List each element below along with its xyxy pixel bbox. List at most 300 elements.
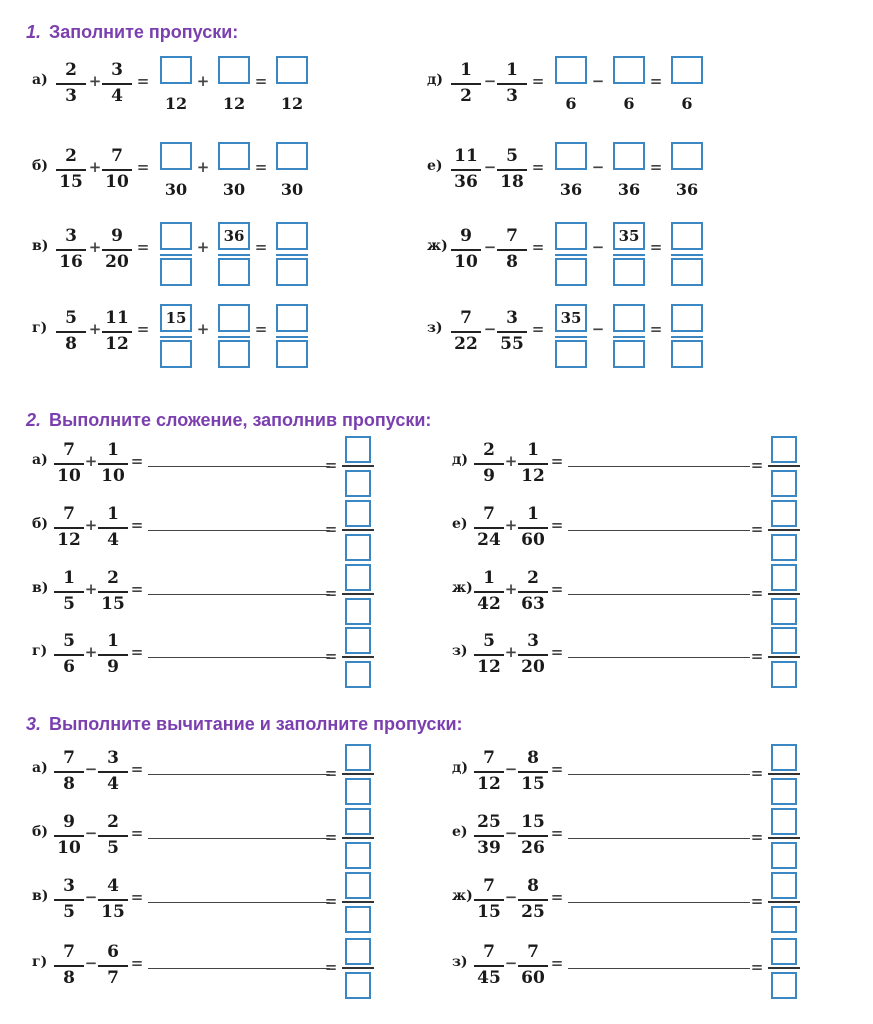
task1-item-7-fraction-b-denominator: 8 — [506, 252, 518, 272]
task2-item-5-fraction-b — [518, 442, 548, 485]
task1-item-2-label: б) — [32, 158, 48, 174]
task1-item-2-box2-numerator-box[interactable] — [218, 142, 250, 170]
task1-item-4-res-denominator-box[interactable] — [276, 340, 308, 368]
task3-item-1-result-denominator-box[interactable] — [345, 778, 371, 805]
task2-item-3-fraction-a-bar — [54, 591, 84, 593]
task1-item-8-box1-operator: − — [591, 320, 605, 338]
task2-item-6-fraction-b — [518, 506, 548, 549]
task2-heading — [26, 410, 431, 431]
task2-item-6-fraction-a-numerator: 7 — [483, 504, 495, 524]
task1-item-6-box2-numerator-box[interactable] — [613, 142, 645, 170]
task3-item-5-fraction-a — [474, 750, 504, 793]
task2-item-5-label: д) — [452, 452, 468, 468]
task1-item-5-fraction-b-numerator: 1 — [506, 60, 518, 80]
task3-item-2-fraction-a-bar — [54, 835, 84, 837]
task3-item-3-fraction-b-bar — [98, 899, 128, 901]
task2-item-2-label: б) — [32, 516, 48, 532]
task1-item-6-box1-numerator-box[interactable] — [555, 142, 587, 170]
task1-item-1-fraction-b-bar — [102, 83, 132, 85]
task3-item-3-fraction-b — [98, 878, 128, 921]
task2-item-1-fraction-a-bar — [54, 463, 84, 465]
task3-item-7-label: ж) — [452, 888, 473, 904]
task3-item-8-result-denominator-box[interactable] — [771, 972, 797, 999]
task3-item-7-result-numerator-box[interactable] — [771, 872, 797, 899]
task1-item-3-res-denominator-box[interactable] — [276, 258, 308, 286]
task2-item-6-result-numerator-box[interactable] — [771, 500, 797, 527]
task1-item-1-fraction-a-bar — [56, 83, 86, 85]
task3-item-4-fraction-b-numerator: 6 — [107, 942, 119, 962]
task3-item-5-fraction-b-denominator: 15 — [521, 774, 545, 794]
task3-item-5-answer-line[interactable] — [568, 774, 750, 775]
task1-item-4-box1-numerator-box[interactable]: 15 — [160, 304, 192, 332]
task2-item-1-result-equals: = — [324, 456, 338, 474]
task1-item-4-fraction-a-bar — [56, 331, 86, 333]
task2-item-5-fraction-a-numerator: 2 — [483, 440, 495, 460]
task3-item-4-fraction-a-denominator: 8 — [63, 968, 75, 988]
task2-item-6-fraction-b-bar — [518, 527, 548, 529]
task2-item-3-result-equals: = — [324, 584, 338, 602]
task2-item-1-fraction-b — [98, 442, 128, 485]
task3-item-6-fraction-b-denominator: 26 — [521, 838, 545, 858]
task1-item-1-fraction-a-denominator: 3 — [65, 86, 77, 106]
task3-item-7-fraction-b-denominator: 25 — [521, 902, 545, 922]
task2-item-7-fraction-a-denominator: 42 — [477, 594, 501, 614]
task3-item-2-answer-line[interactable] — [148, 838, 330, 839]
task1-item-7-box2-denominator-box[interactable] — [613, 258, 645, 286]
task2-item-5-fraction-a-denominator: 9 — [483, 466, 495, 486]
task3-item-2-fraction-b-denominator: 5 — [107, 838, 119, 858]
task2-item-1-fraction-a — [54, 442, 84, 485]
task1-item-4-fraction-b — [102, 310, 132, 353]
task2-item-5-fraction-b-denominator: 12 — [521, 466, 545, 486]
task1-item-1-operator: + — [88, 72, 102, 90]
task1-item-6-res-numerator-box[interactable] — [671, 142, 703, 170]
task1-item-2-fraction-a — [56, 148, 86, 191]
task2-item-5-fraction-a-bar — [474, 463, 504, 465]
task2-item-1-answer-line[interactable] — [148, 466, 330, 467]
task2-item-6-result-denominator-box[interactable] — [771, 534, 797, 561]
task1-item-7-box2-numerator-box[interactable]: 35 — [613, 222, 645, 250]
task1-item-3-box2-denominator-box[interactable] — [218, 258, 250, 286]
task2-item-6-fraction-a — [474, 506, 504, 549]
task3-item-7-fraction-a-numerator: 7 — [483, 876, 495, 896]
task1-item-1-box1-numerator-box[interactable] — [160, 56, 192, 84]
task3-item-4-fraction-a-bar — [54, 965, 84, 967]
task2-item-7-result-numerator-box[interactable] — [771, 564, 797, 591]
task2-item-3-fraction-b — [98, 570, 128, 613]
task2-item-4-operator: + — [84, 643, 98, 661]
task2-item-5-result-denominator-box[interactable] — [771, 470, 797, 497]
task2-item-3-result-numerator-box[interactable] — [345, 564, 371, 591]
task1-item-1-box2-operator: = — [254, 72, 268, 90]
task2-item-1-fraction-a-denominator: 10 — [57, 466, 81, 486]
task1-item-5-fraction-b-bar — [497, 83, 527, 85]
task1-item-6-fraction-a-bar — [451, 169, 481, 171]
task2-item-7-result-denominator-box[interactable] — [771, 598, 797, 625]
task3-item-2-fraction-b — [98, 814, 128, 857]
task2-item-3-fraction-b-bar — [98, 591, 128, 593]
task1-item-2-box2-operator: = — [254, 158, 268, 176]
task2-item-5-fraction-b-bar — [518, 463, 548, 465]
task2-item-7-label: ж) — [452, 580, 473, 596]
task1-item-6-label: е) — [427, 158, 443, 174]
task1-item-1-res-numerator-box[interactable] — [276, 56, 308, 84]
task2-item-2-operator: + — [84, 516, 98, 534]
task3-item-3-fraction-b-denominator: 15 — [101, 902, 125, 922]
task1-item-5-res-numerator-box[interactable] — [671, 56, 703, 84]
task1-item-3-fraction-b — [102, 228, 132, 271]
task1-item-3-equals: = — [136, 238, 150, 256]
task1-item-7-res-bar — [671, 254, 703, 256]
task2-item-4-result-denominator-box[interactable] — [345, 661, 371, 688]
task3-item-2-result-numerator-box[interactable] — [345, 808, 371, 835]
task3-item-3-result-bar — [342, 901, 374, 903]
task3-item-1-fraction-a-numerator: 7 — [63, 748, 75, 768]
task1-item-4-box2-numerator-box[interactable] — [218, 304, 250, 332]
task1-item-1-fraction-b-denominator: 4 — [111, 86, 123, 106]
task1-item-4-label: г) — [32, 320, 48, 336]
task1-item-2-box1-operator: + — [196, 158, 210, 176]
task2-item-7-equals: = — [550, 580, 564, 598]
task3-item-6-result-denominator-box[interactable] — [771, 842, 797, 869]
task3-item-8-fraction-a-denominator: 45 — [477, 968, 501, 988]
task3-item-1-fraction-b-bar — [98, 771, 128, 773]
task2-item-6-fraction-a-denominator: 24 — [477, 530, 501, 550]
task2-item-2-answer-line[interactable] — [148, 530, 330, 531]
task1-item-8-equals: = — [531, 320, 545, 338]
task1-item-7-equals: = — [531, 238, 545, 256]
task3-item-5-equals: = — [550, 760, 564, 778]
task1-item-3-label: в) — [32, 238, 49, 254]
task1-item-1-equals: = — [136, 72, 150, 90]
task3-item-4-answer-line[interactable] — [148, 968, 330, 969]
task1-item-8-box1-bar — [555, 336, 587, 338]
task1-item-2-fraction-a-numerator: 2 — [65, 146, 77, 166]
task2-item-3-fraction-a-numerator: 1 — [63, 568, 75, 588]
task1-item-5-box2-numerator-box[interactable] — [613, 56, 645, 84]
task1-item-8-fraction-b — [497, 310, 527, 353]
task1-item-3-box1-bar — [160, 254, 192, 256]
task1-item-5-box2-denominator: 6 — [623, 94, 635, 113]
task1-item-1-fraction-b — [102, 62, 132, 105]
task2-item-6-operator: + — [504, 516, 518, 534]
task2-item-2-fraction-b-numerator: 1 — [107, 504, 119, 524]
task2-item-2-result-equals: = — [324, 520, 338, 538]
task1-item-8-fraction-b-denominator: 55 — [500, 334, 524, 354]
task3-item-7-result-equals: = — [750, 892, 764, 910]
task2-item-8-result-bar — [768, 656, 800, 658]
task2-item-5-fraction-a — [474, 442, 504, 485]
task2-item-4-fraction-b — [98, 633, 128, 676]
task1-item-7-fraction-b — [497, 228, 527, 271]
task3-item-1-answer-line[interactable] — [148, 774, 330, 775]
task3-item-6-result-numerator-box[interactable] — [771, 808, 797, 835]
task3-item-8-fraction-a-numerator: 7 — [483, 942, 495, 962]
task2-item-2-fraction-a-numerator: 7 — [63, 504, 75, 524]
task1-item-4-box2-denominator-box[interactable] — [218, 340, 250, 368]
task2-item-4-result-numerator-box[interactable] — [345, 627, 371, 654]
task2-item-7-result-bar — [768, 593, 800, 595]
task3-item-6-fraction-a-bar — [474, 835, 504, 837]
task1-item-6-operator: − — [483, 158, 497, 176]
task2-item-1-equals: = — [130, 452, 144, 470]
task1-item-8-box2-bar — [613, 336, 645, 338]
task2-item-7-fraction-a-numerator: 1 — [483, 568, 495, 588]
task1-item-1-box2-denominator: 12 — [222, 94, 246, 113]
task2-item-8-label: з) — [452, 643, 468, 659]
task1-item-7-fraction-b-numerator: 7 — [506, 226, 518, 246]
task3-item-7-answer-line[interactable] — [568, 902, 750, 903]
task3-item-2-equals: = — [130, 824, 144, 842]
task1-item-3-box2-numerator-box[interactable]: 36 — [218, 222, 250, 250]
task3-item-6-answer-line[interactable] — [568, 838, 750, 839]
task1-item-4-res-bar — [276, 336, 308, 338]
task3-item-3-result-denominator-box[interactable] — [345, 906, 371, 933]
task2-item-4-answer-line[interactable] — [148, 657, 330, 658]
task2-item-8-answer-line[interactable] — [568, 657, 750, 658]
task1-item-2-box1-numerator-box[interactable] — [160, 142, 192, 170]
task1-item-7-box1-numerator-box[interactable] — [555, 222, 587, 250]
task2-item-6-label: е) — [452, 516, 468, 532]
task1-item-4-fraction-b-numerator: 11 — [105, 308, 129, 328]
task1-item-2-fraction-a-bar — [56, 169, 86, 171]
task2-item-8-fraction-b-bar — [518, 654, 548, 656]
task2-item-1-operator: + — [84, 452, 98, 470]
task1-item-1-fraction-a-numerator: 2 — [65, 60, 77, 80]
task3-item-4-fraction-a-numerator: 7 — [63, 942, 75, 962]
task1-item-1-box2-numerator-box[interactable] — [218, 56, 250, 84]
task1-item-4-fraction-b-denominator: 12 — [105, 334, 129, 354]
task3-item-5-fraction-a-denominator: 12 — [477, 774, 501, 794]
task3-item-1-equals: = — [130, 760, 144, 778]
task2-item-7-answer-line[interactable] — [568, 594, 750, 595]
task1-item-8-fraction-a — [451, 310, 481, 353]
task3-item-7-fraction-b-bar — [518, 899, 548, 901]
task1-title: Заполните пропуски: — [49, 22, 239, 42]
task2-item-1-result-numerator-box[interactable] — [345, 436, 371, 463]
task3-item-5-result-numerator-box[interactable] — [771, 744, 797, 771]
task3-heading — [26, 714, 463, 735]
task3-item-4-fraction-b-bar — [98, 965, 128, 967]
task1-item-7-box1-denominator-box[interactable] — [555, 258, 587, 286]
task1-item-6-fraction-a-denominator: 36 — [454, 172, 478, 192]
task3-item-1-fraction-b — [98, 750, 128, 793]
task2-item-3-answer-line[interactable] — [148, 594, 330, 595]
task3-item-7-equals: = — [550, 888, 564, 906]
task2-item-5-result-numerator-box[interactable] — [771, 436, 797, 463]
task1-item-3-operator: + — [88, 238, 102, 256]
task2-item-2-fraction-b-bar — [98, 527, 128, 529]
task2-item-4-fraction-b-numerator: 1 — [107, 631, 119, 651]
task3-item-1-result-numerator-box[interactable] — [345, 744, 371, 771]
task3-item-1-fraction-a-bar — [54, 771, 84, 773]
task1-item-5-fraction-a-bar — [451, 83, 481, 85]
task1-item-7-label: ж) — [427, 238, 448, 254]
task1-item-3-box2-bar — [218, 254, 250, 256]
task2-item-7-fraction-a-bar — [474, 591, 504, 593]
task3-item-3-result-equals: = — [324, 892, 338, 910]
task1-item-7-res-numerator-box[interactable] — [671, 222, 703, 250]
task1-item-8-res-numerator-box[interactable] — [671, 304, 703, 332]
task3-item-6-fraction-a-denominator: 39 — [477, 838, 501, 858]
task3-item-3-label: в) — [32, 888, 49, 904]
task1-item-7-fraction-a — [451, 228, 481, 271]
task2-item-3-operator: + — [84, 580, 98, 598]
task3-item-6-operator: − — [504, 824, 518, 842]
task2-item-2-equals: = — [130, 516, 144, 534]
task3-item-3-result-numerator-box[interactable] — [345, 872, 371, 899]
task3-item-2-result-bar — [342, 837, 374, 839]
task3-item-4-result-numerator-box[interactable] — [345, 938, 371, 965]
task1-item-5-fraction-b — [497, 62, 527, 105]
task1-item-7-fraction-a-numerator: 9 — [460, 226, 472, 246]
task1-item-7-fraction-b-bar — [497, 249, 527, 251]
task2-item-3-fraction-a — [54, 570, 84, 613]
task2-item-4-fraction-a-bar — [54, 654, 84, 656]
task2-item-6-fraction-b-denominator: 60 — [521, 530, 545, 550]
task1-item-3-box1-numerator-box[interactable] — [160, 222, 192, 250]
task3-item-4-result-denominator-box[interactable] — [345, 972, 371, 999]
task1-item-4-equals: = — [136, 320, 150, 338]
task2-item-4-fraction-a — [54, 633, 84, 676]
task3-item-6-equals: = — [550, 824, 564, 842]
task1-item-7-fraction-a-bar — [451, 249, 481, 251]
task1-item-7-operator: − — [483, 238, 497, 256]
task2-item-8-fraction-a-denominator: 12 — [477, 657, 501, 677]
task2-item-6-equals: = — [550, 516, 564, 534]
task1-heading — [26, 22, 238, 43]
task2-item-2-fraction-a — [54, 506, 84, 549]
task3-item-3-fraction-a-numerator: 3 — [63, 876, 75, 896]
task2-item-3-fraction-a-denominator: 5 — [63, 594, 75, 614]
task3-item-2-result-denominator-box[interactable] — [345, 842, 371, 869]
task1-item-8-fraction-b-bar — [497, 331, 527, 333]
task3-item-7-result-denominator-box[interactable] — [771, 906, 797, 933]
task1-item-8-res-bar — [671, 336, 703, 338]
task1-item-4-box1-operator: + — [196, 320, 210, 338]
task1-item-8-box1-numerator-box[interactable]: 35 — [555, 304, 587, 332]
task2-item-7-fraction-b — [518, 570, 548, 613]
task2-item-1-fraction-b-bar — [98, 463, 128, 465]
task2-item-6-fraction-b-numerator: 1 — [527, 504, 539, 524]
task2-item-8-result-denominator-box[interactable] — [771, 661, 797, 688]
task1-item-3-fraction-b-bar — [102, 249, 132, 251]
task3-item-2-fraction-a — [54, 814, 84, 857]
task1-item-5-label: д) — [427, 72, 443, 88]
task3-item-5-result-denominator-box[interactable] — [771, 778, 797, 805]
task3-item-3-fraction-b-numerator: 4 — [107, 876, 119, 896]
task3-item-7-result-bar — [768, 901, 800, 903]
task3-item-2-fraction-a-denominator: 10 — [57, 838, 81, 858]
task1-item-4-box1-denominator-box[interactable] — [160, 340, 192, 368]
task2-item-6-result-equals: = — [750, 520, 764, 538]
task2-item-3-result-denominator-box[interactable] — [345, 598, 371, 625]
task3-item-5-result-equals: = — [750, 764, 764, 782]
task3-item-8-equals: = — [550, 954, 564, 972]
task3-item-8-fraction-a-bar — [474, 965, 504, 967]
task1-item-8-label: з) — [427, 320, 443, 336]
task1-item-6-fraction-b-numerator: 5 — [506, 146, 518, 166]
task1-item-1-box1-operator: + — [196, 72, 210, 90]
task2-item-7-operator: + — [504, 580, 518, 598]
task2-item-2-result-numerator-box[interactable] — [345, 500, 371, 527]
task1-item-2-operator: + — [88, 158, 102, 176]
task1-item-5-box1-numerator-box[interactable] — [555, 56, 587, 84]
task3-item-5-fraction-a-bar — [474, 771, 504, 773]
task2-item-1-fraction-b-denominator: 10 — [101, 466, 125, 486]
task1-item-3-fraction-a-bar — [56, 249, 86, 251]
task3-item-3-operator: − — [84, 888, 98, 906]
task2-item-8-fraction-b-numerator: 3 — [527, 631, 539, 651]
task1-item-4-res-numerator-box[interactable] — [276, 304, 308, 332]
task3-number: 3. — [26, 714, 42, 734]
task1-item-8-box2-numerator-box[interactable] — [613, 304, 645, 332]
task2-item-1-result-denominator-box[interactable] — [345, 470, 371, 497]
task2-item-2-result-denominator-box[interactable] — [345, 534, 371, 561]
task1-item-3-box1-denominator-box[interactable] — [160, 258, 192, 286]
task3-item-1-fraction-b-numerator: 3 — [107, 748, 119, 768]
task1-item-8-res-denominator-box[interactable] — [671, 340, 703, 368]
task2-item-6-answer-line[interactable] — [568, 530, 750, 531]
task1-item-3-res-bar — [276, 254, 308, 256]
task2-item-5-operator: + — [504, 452, 518, 470]
task1-item-8-box2-denominator-box[interactable] — [613, 340, 645, 368]
task2-item-1-result-bar — [342, 465, 374, 467]
task3-item-3-answer-line[interactable] — [148, 902, 330, 903]
task3-item-4-operator: − — [84, 954, 98, 972]
task2-item-4-fraction-a-numerator: 5 — [63, 631, 75, 651]
task2-item-5-answer-line[interactable] — [568, 466, 750, 467]
task1-item-7-res-denominator-box[interactable] — [671, 258, 703, 286]
task3-item-6-fraction-a — [474, 814, 504, 857]
task2-item-7-fraction-b-numerator: 2 — [527, 568, 539, 588]
task3-item-6-result-bar — [768, 837, 800, 839]
task1-item-2-fraction-b-numerator: 7 — [111, 146, 123, 166]
task2-item-8-result-numerator-box[interactable] — [771, 627, 797, 654]
task3-item-7-fraction-b-numerator: 8 — [527, 876, 539, 896]
task2-item-3-equals: = — [130, 580, 144, 598]
task3-item-5-fraction-a-numerator: 7 — [483, 748, 495, 768]
task1-item-6-fraction-a — [451, 148, 481, 191]
task1-item-6-box2-operator: = — [649, 158, 663, 176]
task2-item-4-equals: = — [130, 643, 144, 661]
task1-item-2-fraction-b — [102, 148, 132, 191]
task3-item-8-answer-line[interactable] — [568, 968, 750, 969]
task3-item-8-result-bar — [768, 967, 800, 969]
task1-item-7-box2-bar — [613, 254, 645, 256]
task2-item-4-fraction-a-denominator: 6 — [63, 657, 75, 677]
task3-item-8-fraction-b-bar — [518, 965, 548, 967]
task2-item-3-fraction-b-numerator: 2 — [107, 568, 119, 588]
task1-item-8-box1-denominator-box[interactable] — [555, 340, 587, 368]
task2-number: 2. — [26, 410, 42, 430]
task2-item-2-fraction-a-denominator: 12 — [57, 530, 81, 550]
task3-item-1-label: а) — [32, 760, 48, 776]
task2-item-4-label: г) — [32, 643, 48, 659]
task1-item-4-fraction-a-denominator: 8 — [65, 334, 77, 354]
task2-item-1-label: а) — [32, 452, 48, 468]
task1-item-2-res-numerator-box[interactable] — [276, 142, 308, 170]
task3-item-2-label: б) — [32, 824, 48, 840]
task1-item-3-res-numerator-box[interactable] — [276, 222, 308, 250]
task1-item-7-box2-operator: = — [649, 238, 663, 256]
task2-title: Выполните сложение, заполнив пропуски: — [49, 410, 432, 430]
task1-item-5-equals: = — [531, 72, 545, 90]
task3-item-6-result-equals: = — [750, 828, 764, 846]
task3-item-8-result-numerator-box[interactable] — [771, 938, 797, 965]
task1-item-6-fraction-b — [497, 148, 527, 191]
task1-item-2-fraction-b-bar — [102, 169, 132, 171]
